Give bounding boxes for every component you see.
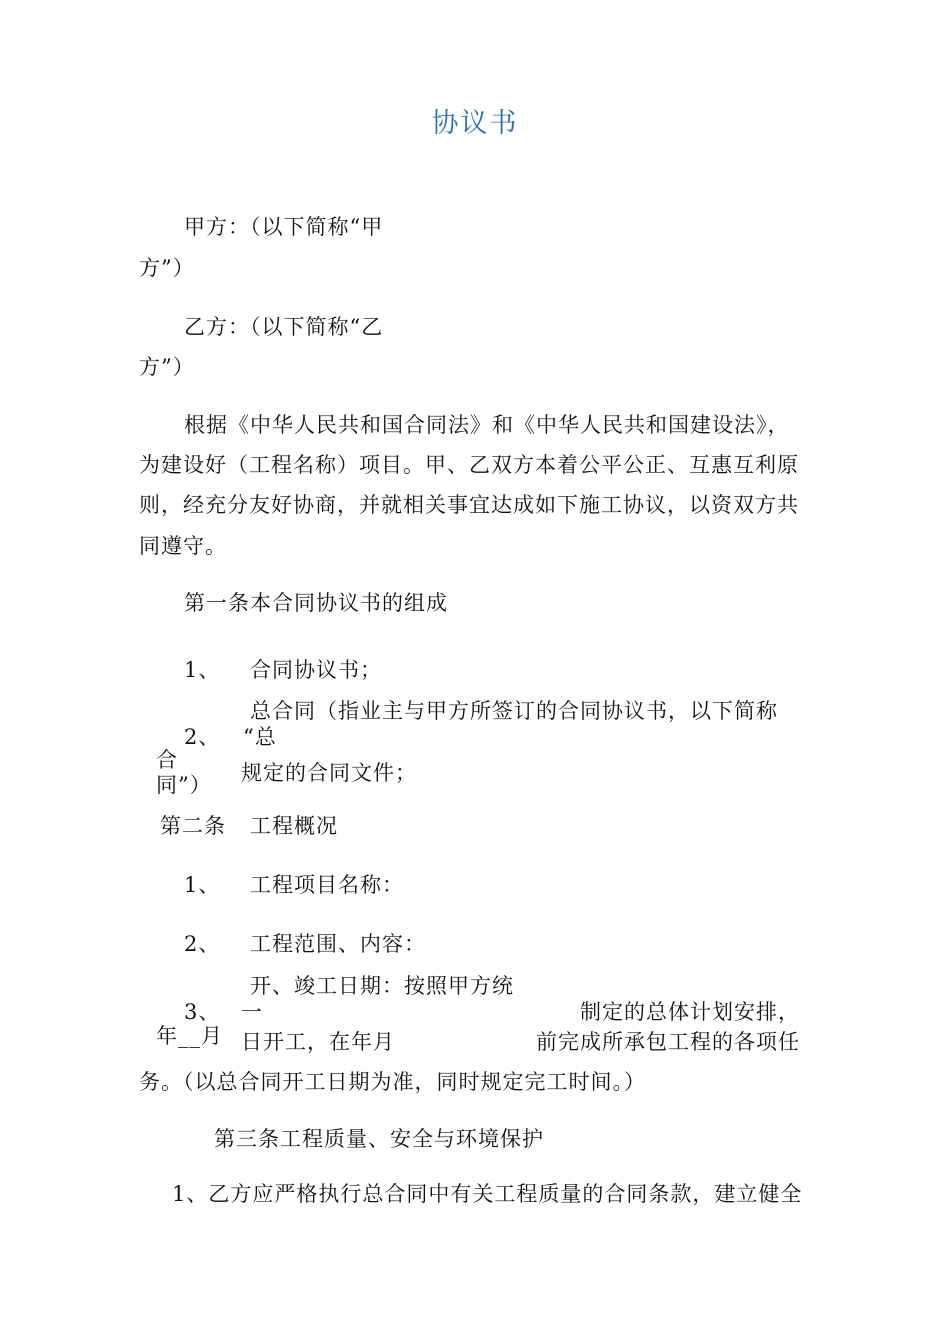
article-1-item-2-number: 2、 — [184, 725, 221, 749]
article-2-item-3-text-c: 日开工，在年月 — [241, 1030, 395, 1054]
article-3-item-1-text: 1、乙方应严格执行总合同中有关工程质量的合同条款，建立健全 — [172, 1182, 803, 1206]
article-2-item-3-text-e: 务。（以总合同开工日期为准，同时规定完工时间。） — [139, 1070, 646, 1094]
article-2-item-2-number: 2、 — [184, 932, 221, 956]
article-1-item-2-text-a: 总合同（指业主与甲方所签订的合同协议书，以下简称 — [250, 699, 778, 723]
article-2-item-2-text: 工程范围、内容： — [250, 932, 426, 956]
document-title: 协议书 — [431, 108, 519, 139]
article-3-heading: 第三条工程质量、安全与环境保护 — [214, 1127, 544, 1151]
article-1-item-1-text: 合同协议书； — [250, 658, 382, 682]
article-2-item-3-text-d: 前完成所承包工程的各项任 — [536, 1030, 800, 1054]
party-a-line-2: 方”） — [139, 256, 195, 280]
intro-line-3: 则，经充分友好协商，并就相关事宜达成如下施工协议，以资双方共 — [139, 493, 799, 517]
party-b-line-1: 乙方：（以下简称“乙 — [184, 315, 384, 339]
intro-line-2: 为建设好（工程名称）项目。甲、乙双方本着公平公正、互惠互利原 — [139, 453, 799, 477]
article-1-item-2-tong: 同”） — [156, 773, 212, 797]
article-2-heading-b: 工程概况 — [250, 814, 338, 838]
article-2-item-3-dash: 一 — [241, 1000, 263, 1024]
article-2-item-1-number: 1、 — [184, 873, 221, 897]
article-1-item-2-text-b: “总 — [243, 725, 277, 749]
article-1-item-2-text-c: 规定的合同文件； — [241, 761, 417, 785]
article-2-item-1-text: 工程项目名称： — [250, 873, 404, 897]
party-b-line-2: 方”） — [139, 355, 195, 379]
article-2-heading-a: 第二条 — [160, 814, 226, 838]
intro-line-4: 同遵守。 — [139, 534, 227, 558]
article-1-item-1-number: 1、 — [184, 658, 221, 682]
article-2-item-3-year-month: 年__月 — [156, 1024, 223, 1048]
article-1-heading: 第一条本合同协议书的组成 — [184, 591, 448, 615]
party-a-line-1: 甲方：（以下简称“甲 — [184, 215, 384, 239]
intro-line-1: 根据《中华人民共和国合同法》和《中华人民共和国建设法》， — [184, 413, 790, 437]
article-1-item-2-he: 合 — [156, 748, 178, 772]
article-2-item-3-text-b: 制定的总体计划安排， — [580, 1000, 800, 1024]
article-2-item-3-number: 3、 — [184, 1000, 221, 1024]
article-2-item-3-text-a: 开、竣工日期：按照甲方统 — [250, 974, 514, 998]
